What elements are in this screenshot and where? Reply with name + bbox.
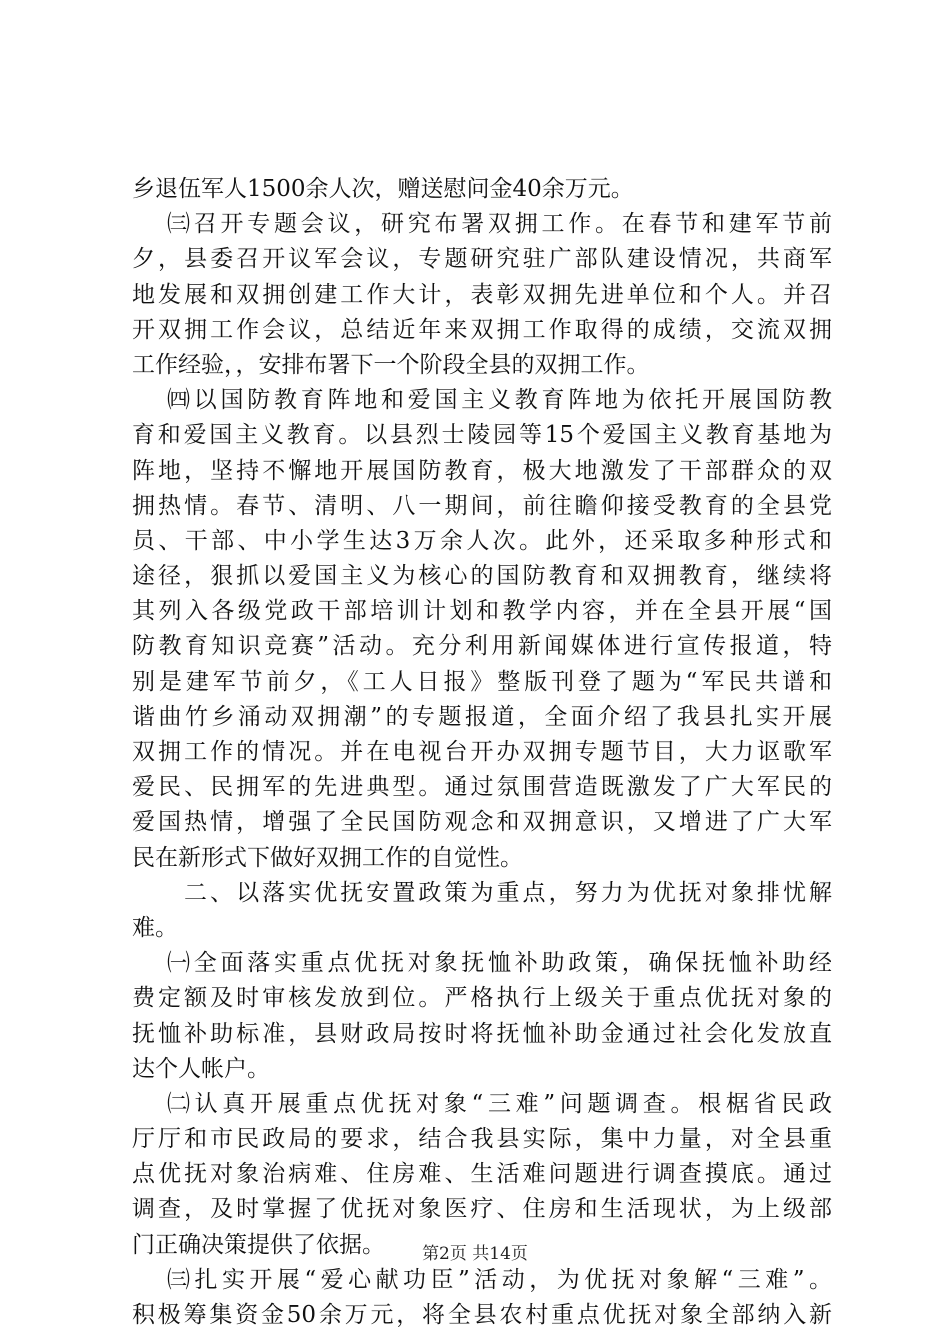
text-line: ㈡认真开展重点优抚对象“三难”问题调查。根椐省民政 [167,1090,832,1117]
text-line: 其列入各级党政干部培训计划和教学内容，并在全县开展“国 [132,598,832,625]
section-heading: 二、以落实优抚安置政策为重点，努力为优抚对象排忧解 [184,879,832,906]
document-body [132,172,832,1333]
text-line: 地发展和双拥创建工作大计，表彰双拥先进单位和个人。并召 [132,281,832,308]
text-line: ㈢召开专题会议，研究布署双拥工作。在春节和建军节前 [167,211,832,238]
text-line: 途径，狠抓以爱国主义为核心的国防教育和双拥教育，继续将 [132,563,832,590]
text-line: 谐曲竹乡涌动双拥潮”的专题报道，全面介绍了我县扎实开展 [132,703,832,730]
text-line: 拥热情。春节、清明、八一期间，前往瞻仰接受教育的全县党 [132,492,832,519]
text-line: 阵地，坚持不懈地开展国防教育，极大地激发了干部群众的双 [132,457,832,484]
text-line: 乡退伍军人1500余人次，赠送慰问金40余万元。 [132,176,634,202]
text-line: ㈣以国防教育阵地和爱国主义教育阵地为依托开展国防教 [167,387,832,414]
page-footer [0,1242,950,1266]
text-line: ㈠全面落实重点优抚对象抚恤补助政策，确保抚恤补助经 [167,950,832,977]
text-line: 别是建军节前夕，《工人日报》整版刊登了题为“军民共谱和 [132,668,832,695]
text-line: ㈢扎实开展“爱心献功臣”活动，为优抚对象解“三难”。 [167,1266,832,1293]
text-line: 调查，及时掌握了优抚对象医疗、住房和生活现状，为上级部 [132,1196,832,1223]
text-line: 夕，县委召开议军会议，专题研究驻广部队建设情况，共商军 [132,246,832,273]
text-line: 爱民、民拥军的先进典型。通过氛围营造既激发了广大军民的 [132,774,832,801]
text-line: 双拥工作的情况。并在电视台开办双拥专题节目，大力讴歌军 [132,739,832,765]
text-line: 防教育知识竞赛”活动。充分利用新闻媒体进行宣传报道，特 [132,633,832,660]
page-number: 第2页 共14页 [422,1244,528,1264]
text-line: 民在新形式下做好双拥工作的自觉性。 [132,844,523,871]
text-line: 点优抚对象治病难、住房难、生活难问题进行调查摸底。通过 [132,1161,832,1188]
text-line: 开双拥工作会议，总结近年来双拥工作取得的成绩，交流双拥 [132,316,832,343]
section-heading-continuation: 难。 [132,914,178,941]
text-line: 门正确决策提供了依据。 [132,1231,385,1258]
text-line: 抚恤补助标准，县财政局按时将抚恤补助金通过社会化发放直 [132,1020,832,1047]
text-line: 达个人帐户。 [132,1055,270,1082]
text-line: 员、干部、中小学生达3万余人次。此外，还采取多种形式和 [132,527,832,554]
text-line: 工作经验，，安排布署下一个阶段全县的双拥工作。 [132,351,650,378]
text-line: 厅厅和市民政局的要求，结合我县实际，集中力量，对全县重 [132,1126,832,1153]
text-line: 积极筹集资金50余万元，将全县农村重点优抚对象全部纳入新 [132,1302,832,1328]
text-line: 育和爱国主义教育。以县烈士陵园等15个爱国主义教育基地为 [132,422,832,449]
text-line: 爱国热情，增强了全民国防观念和双拥意识，又增进了广大军 [132,809,832,836]
text-line: 费定额及时审核发放到位。严格执行上级关于重点优抚对象的 [132,985,832,1012]
